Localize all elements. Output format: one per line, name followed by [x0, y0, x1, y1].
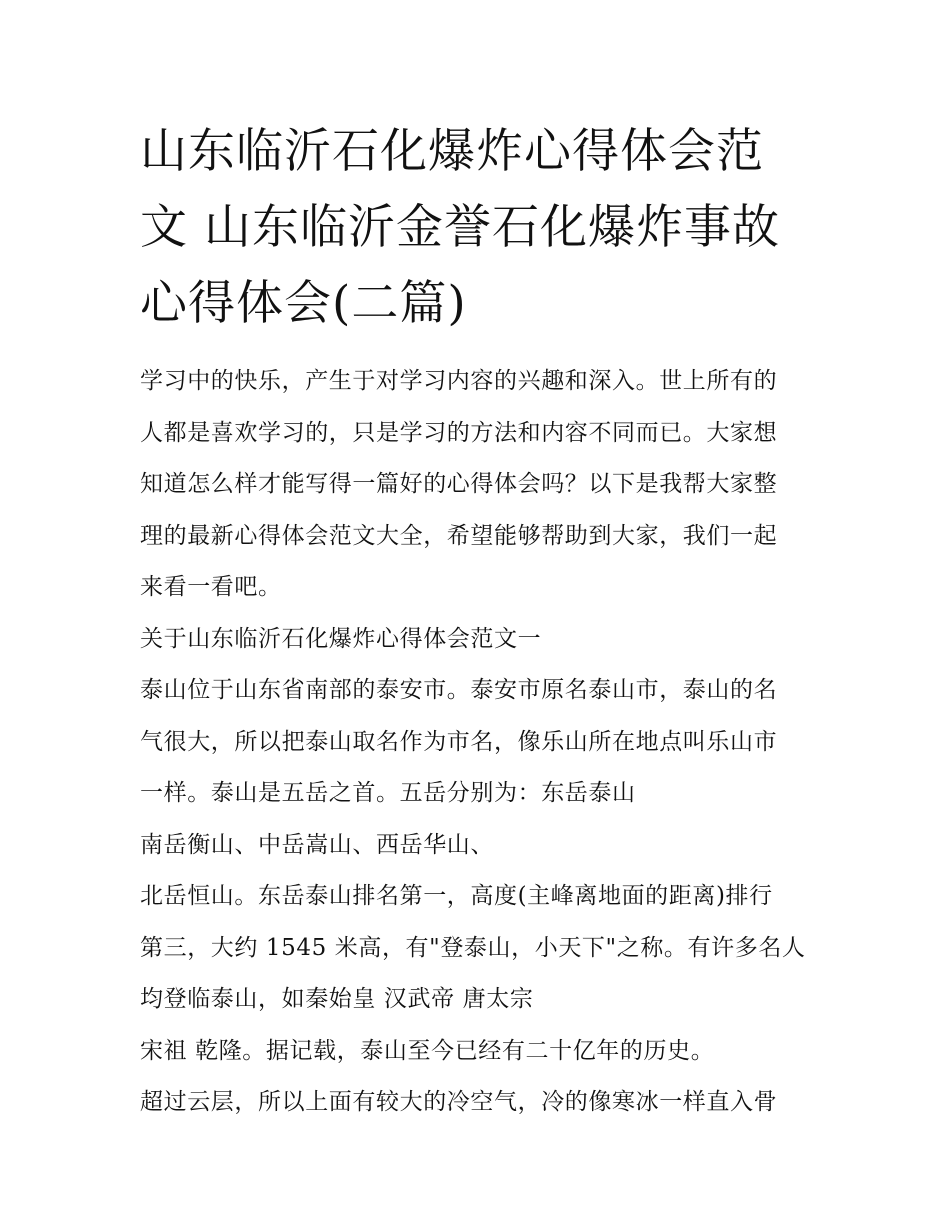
intro-line: 理的最新心得体会范文大全，希望能够帮助到大家，我们一起 — [140, 522, 778, 549]
document-body — [140, 356, 820, 1129]
title-line: 文 山东临沂金誉石化爆炸事故 — [140, 200, 780, 255]
body-line: 一样。泰山是五岳之首。五岳分别为：东岳泰山 — [140, 780, 636, 806]
title-line: 山东临沂石化爆炸心得体会范 — [140, 124, 764, 179]
title-line: 心得体会(二篇) — [140, 276, 467, 331]
document-title — [140, 114, 820, 342]
body-line: 第三，大约 1545 米高，有"登泰山，小天下"之称。有许多名人 — [140, 934, 806, 961]
intro-line: 学习中的快乐，产生于对学习内容的兴趣和深入。世上所有的 — [140, 368, 778, 394]
body-line: 超过云层，所以上面有较大的冷空气，冷的像寒冰一样直入骨 — [140, 1089, 778, 1115]
body-line: 宋祖 乾隆。据记载，泰山至今已经有二十亿年的历史。 — [140, 1037, 715, 1064]
body-line: 均登临泰山，如秦始皇 汉武帝 唐太宗 — [140, 986, 534, 1012]
section-heading: 关于山东临沂石化爆炸心得体会范文一 — [140, 625, 542, 652]
body-line: 气很大，所以把泰山取名作为市名，像乐山所在地点叫乐山市 — [140, 728, 778, 755]
body-line: 泰山位于山东省南部的泰安市。泰安市原名泰山市，泰山的名 — [140, 677, 778, 703]
intro-line: 人都是喜欢学习的，只是学习的方法和内容不同而已。大家想 — [140, 419, 778, 446]
body-line: 南岳衡山、中岳嵩山、西岳华山、 — [140, 831, 494, 858]
intro-line: 来看一看吧。 — [140, 574, 282, 600]
intro-line: 知道怎么样才能写得一篇好的心得体会吗？以下是我帮大家整 — [140, 471, 778, 497]
body-line: 北岳恒山。东岳泰山排名第一，高度(主峰离地面的距离)排行 — [140, 883, 773, 909]
